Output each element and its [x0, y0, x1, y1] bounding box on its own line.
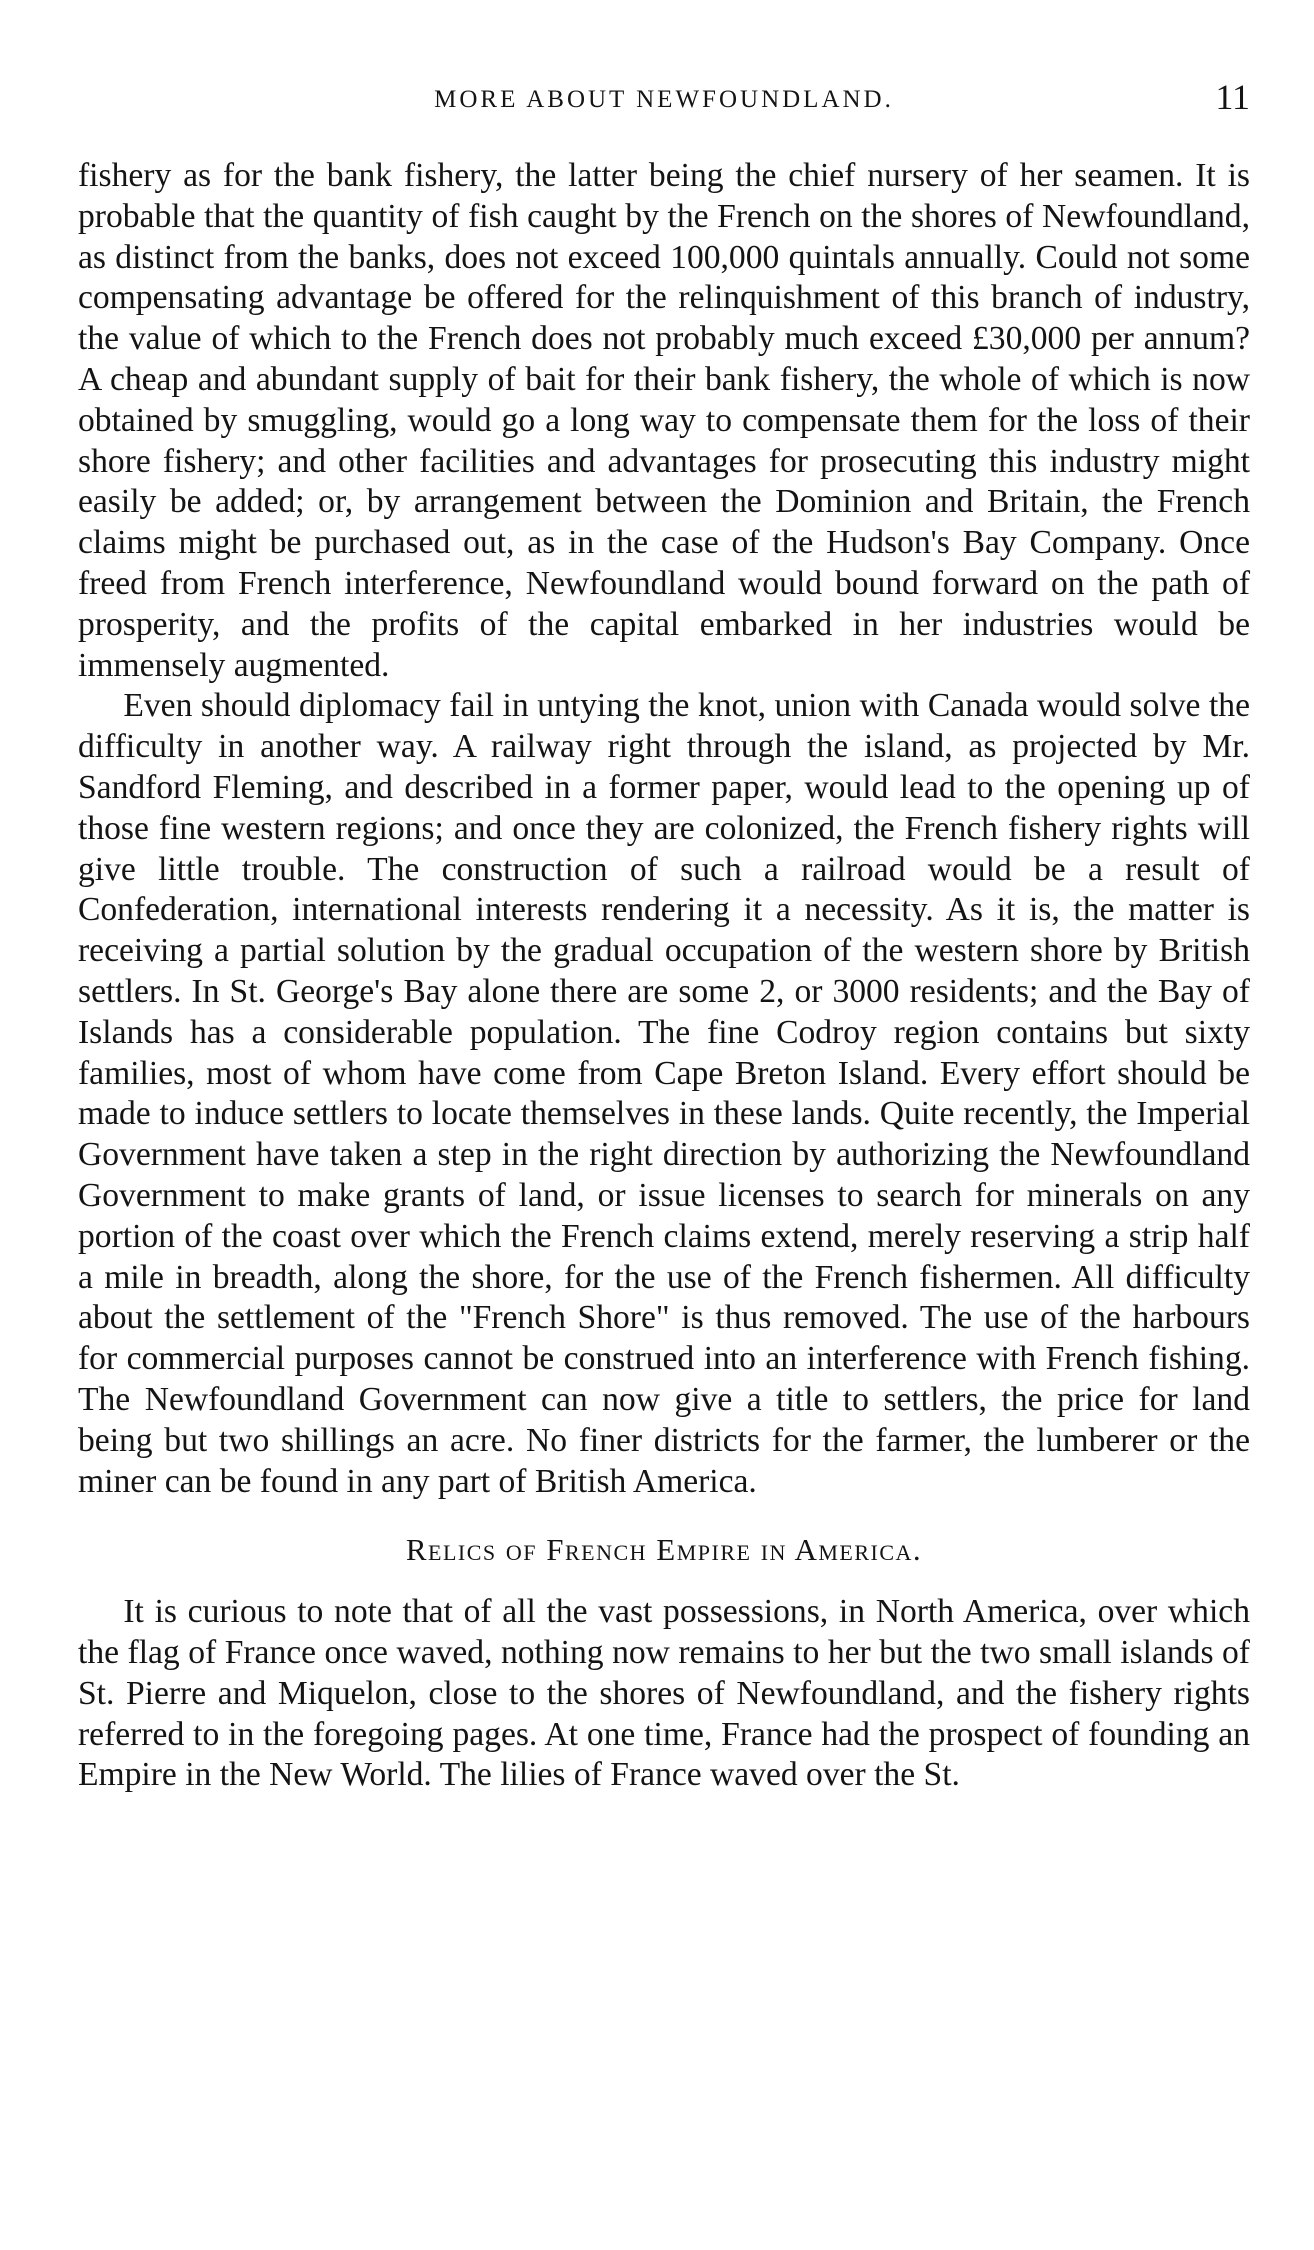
page-number: 11	[1215, 77, 1250, 117]
book-page	[78, 70, 1250, 1796]
body-paragraph: Even should diplomacy fail in untying the knot, union with Canada would solve the difficulty in another way. A railway right through the island, as projected by Mr. Sandford Fleming, and described in a former paper, would lead to the opening up of those fine western regions; and once they are colonized, the French fishery rights will give little trouble. The construction of such a railroad would be a result of Confederation, international interests rendering it a necessity. As it is, the matter is receiving a partial solution by the gradual occupation of the western shore by British settlers. In St. George's Bay alone there are some 2, or 3000 residents; and the Bay of Islands has a considerable population. The fine Codroy region contains but sixty families, most of whom have come from Cape Breton Island. Every effort should be made to induce settlers to locate themselves in these lands. Quite recently, the Imperial Government have taken a step in the right direction by authorizing the Newfoundland Government to make grants of land, or issue licenses to search for minerals on any portion of the coast over which the French claims extend, merely reserving a strip half a mile in breadth, along the shore, for the use of the French fishermen. All difficulty about the settlement of the "French Shore" is thus removed. The use of the harbours for commercial purposes cannot be construed into an interference with French fishing. The Newfoundland Government can now give a title to settlers, the price for land being but two shillings an acre. No finer districts for the farmer, the lumberer or the miner can be found in any part of British America.	[78, 687, 1250, 1500]
running-head	[78, 70, 1250, 130]
section-heading: Relics of French Empire in America.	[405, 1532, 923, 1568]
running-title: MORE ABOUT NEWFOUNDLAND.	[434, 86, 894, 113]
body-paragraph: It is curious to note that of all the vast possessions, in North America, over which the flag of France once waved, nothing now remains to her but the two small islands of St. Pierre and Miquelon, close to the shores of Newfoundland, and the fishery rights referred to in the foregoing pages. At one time, France had the prospect of founding an Empire in the New World. The lilies of France waved over the St.	[78, 1593, 1250, 1794]
body-paragraph: fishery as for the bank fishery, the latter being the chief nursery of her seamen. It is probable that the quantity of fish caught by the French on the shores of Newfoundland, as distinct from the banks, does not exceed 100,000 quintals annually. Could not some compensating advantage be offered for the relinquishment of this branch of industry, the value of which to the French does not probably much exceed £30,000 per annum? A cheap and abundant supply of bait for their bank fishery, the whole of which is now obtained by smuggling, would go a long way to compensate them for the loss of their shore fishery; and other facilities and advantages for prosecuting this industry might easily be added; or, by arrangement between the Dominion and Britain, the French claims might be purchased out, as in the case of the Hudson's Bay Company. Once freed from French interference, Newfoundland would bound forward on the path of prosperity, and the profits of the capital embarked in her industries would be immensely augmented.	[78, 157, 1250, 684]
